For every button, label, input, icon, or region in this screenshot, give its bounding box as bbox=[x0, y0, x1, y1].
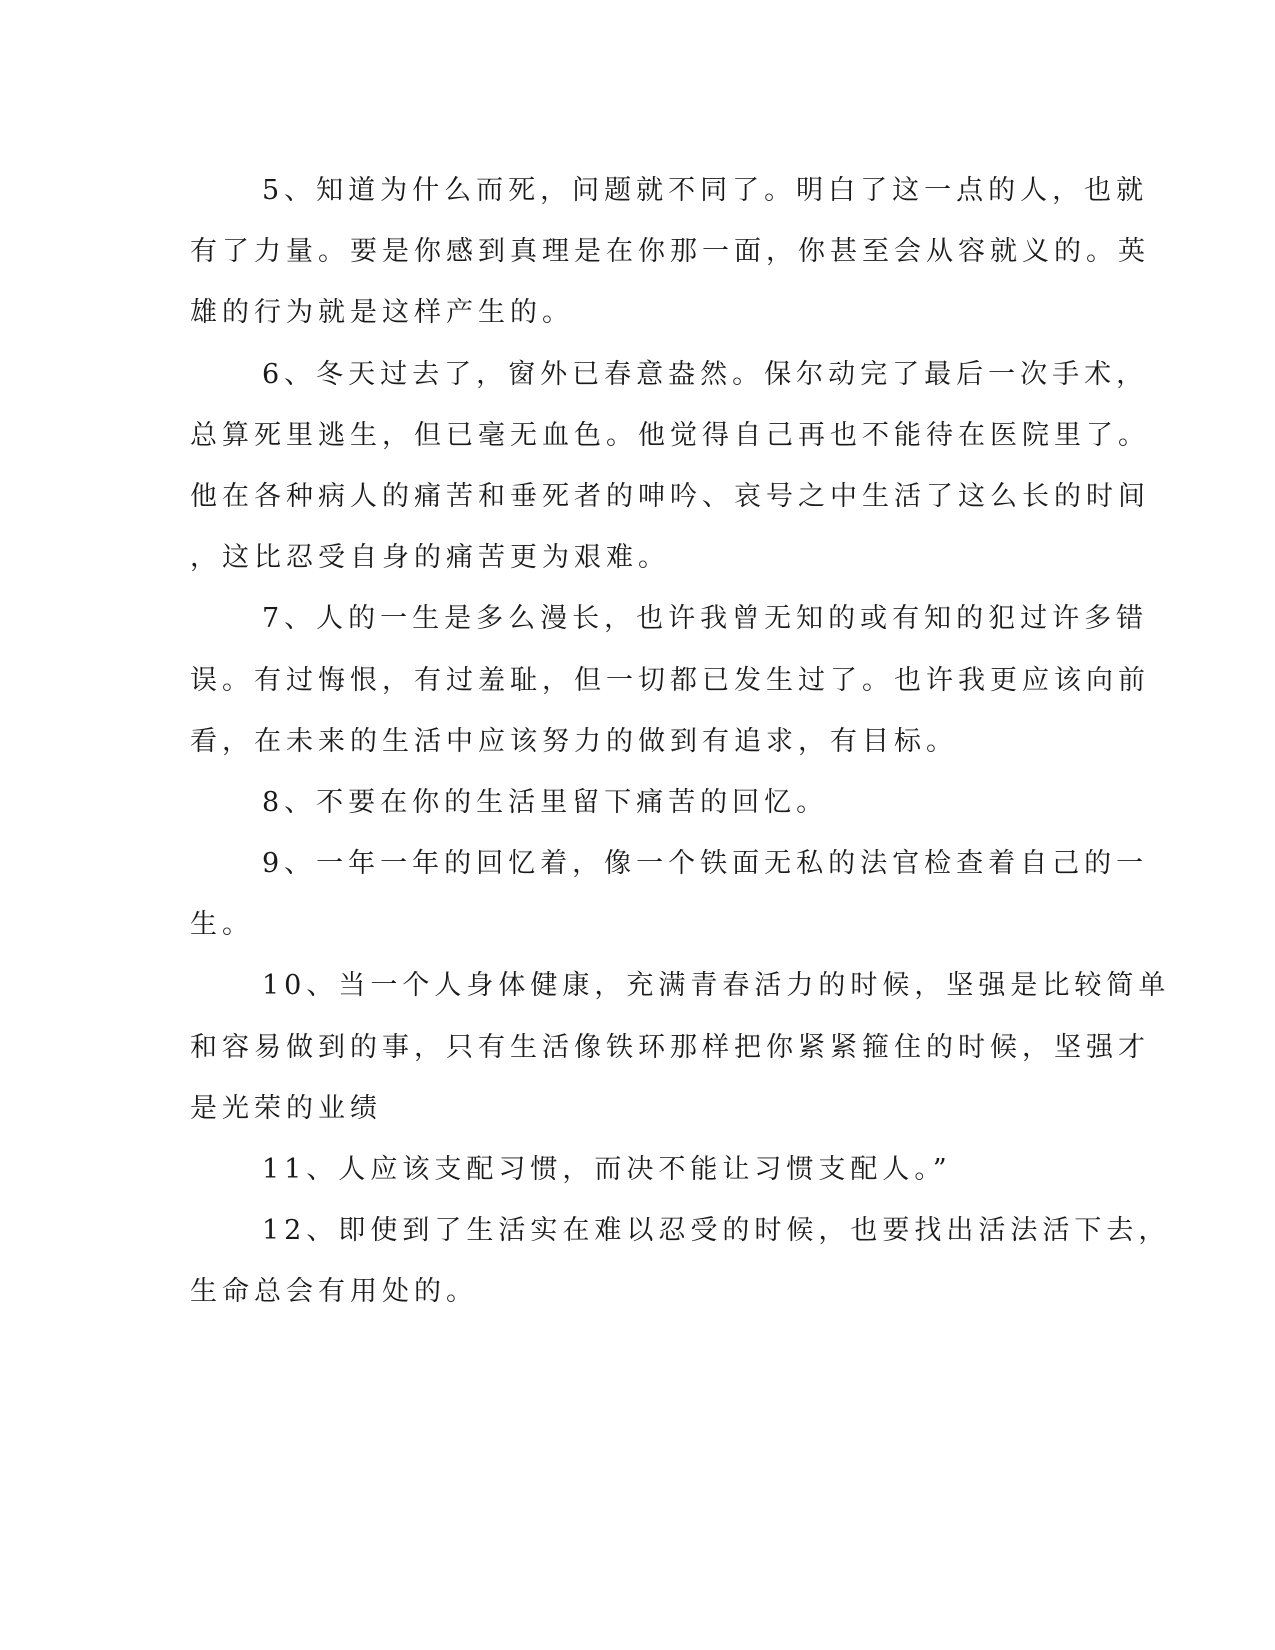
text-line: 7、人的一生是多么漫长，也许我曾无知的或有知的犯过许多错 bbox=[262, 603, 1149, 635]
text-line: 雄的行为就是这样产生的。 bbox=[190, 297, 574, 329]
text-line: 他在各种病人的痛苦和垂死者的呻吟、哀号之中生活了这么长的时间 bbox=[190, 480, 1150, 512]
paragraph-12 bbox=[190, 1200, 1171, 1322]
paragraph-10 bbox=[190, 955, 1171, 1139]
paragraph-9 bbox=[190, 833, 1149, 955]
text-line: ，这比忍受自身的痛苦更为艰难。 bbox=[190, 542, 670, 574]
text-line: 和容易做到的事，只有生活像铁环那样把你紧紧箍住的时候，坚强才 bbox=[190, 1031, 1150, 1063]
paragraph-7 bbox=[190, 588, 1150, 772]
paragraph-8 bbox=[190, 772, 1070, 833]
text-line: 误。有过悔恨，有过羞耻，但一切都已发生过了。也许我更应该向前 bbox=[190, 664, 1150, 696]
text-line: 有了力量。要是你感到真理是在你那一面，你甚至会从容就义的。英 bbox=[190, 236, 1150, 268]
text-line: 10、当一个人身体健康，充满青春活力的时候，坚强是比较简单 bbox=[262, 970, 1171, 1002]
text-line: 9、一年一年的回忆着，像一个铁面无私的法官检查着自己的一 bbox=[262, 848, 1149, 880]
document-body bbox=[190, 160, 1171, 1323]
text-line: 是光荣的业绩 bbox=[190, 1092, 382, 1124]
text-line: 生。 bbox=[190, 909, 254, 941]
text-line: 总算死里逃生，但已毫无血色。他觉得自己再也不能待在医院里了。 bbox=[190, 419, 1150, 451]
text-line: 6、冬天过去了，窗外已春意盎然。保尔动完了最后一次手术， bbox=[262, 358, 1149, 390]
text-line: 生命总会有用处的。 bbox=[190, 1276, 478, 1308]
text-line: 12、即使到了生活实在难以忍受的时候，也要找出活法活下去， bbox=[262, 1215, 1171, 1247]
paragraph-11 bbox=[190, 1139, 1070, 1200]
paragraph-5 bbox=[190, 160, 1150, 344]
paragraph-6 bbox=[190, 344, 1150, 589]
text-line: 看，在未来的生活中应该努力的做到有追求，有目标。 bbox=[190, 725, 958, 757]
text-line: 11、人应该支配习惯，而决不能让习惯支配人。” bbox=[262, 1154, 952, 1185]
text-line: 5、知道为什么而死，问题就不同了。明白了这一点的人，也就 bbox=[262, 175, 1149, 206]
text-line: 8、不要在你的生活里留下痛苦的回忆。 bbox=[262, 786, 829, 818]
